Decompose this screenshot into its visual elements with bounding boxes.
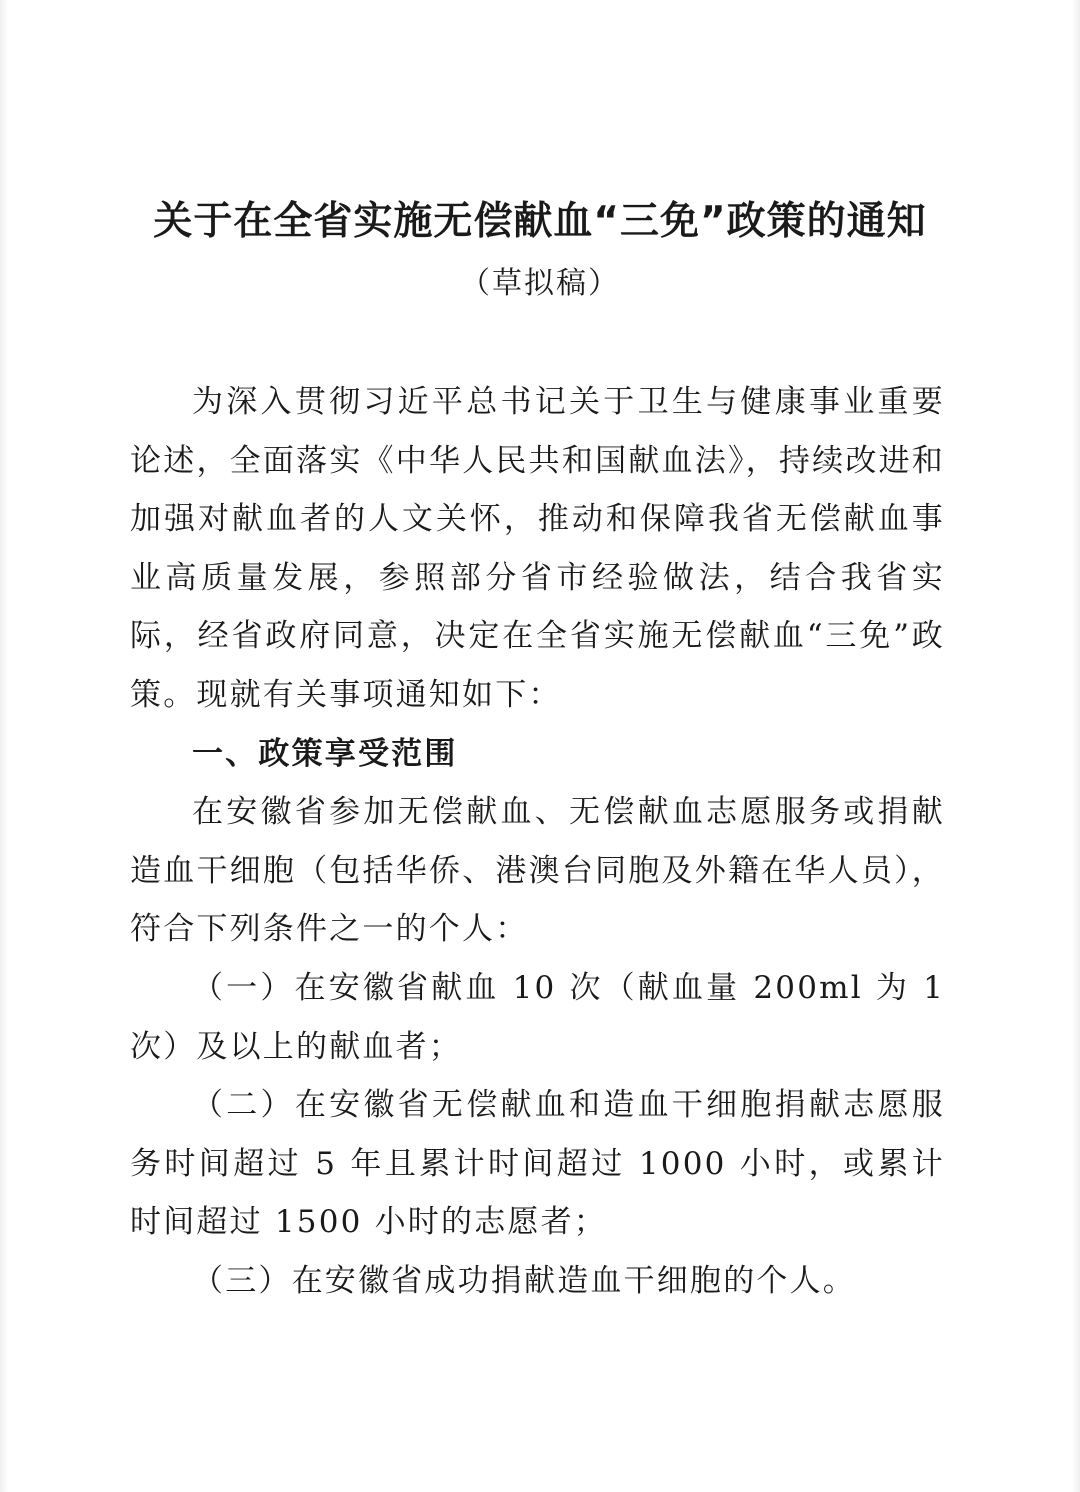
list-item: （一）在安徽省献血 10 次（献血量 200ml 为 1 次）及以上的献血者； bbox=[130, 969, 945, 1065]
document-subtitle: （草拟稿） bbox=[460, 266, 620, 301]
intro-paragraph: 为深入贯彻习近平总书记关于卫生与健康事业重要论述，全面落实《中华人民共和国献血法》，持续改进和加强对献血者的人文关怀，推动和保障我省无偿献血事业高质量发展，参照部分省市经验做法，结合我省实际，经省政府同意，决定在全省实施无偿献血“三免”政策。现就有关事项通知如下： bbox=[130, 384, 945, 713]
list-item: （二）在安徽省无偿献血和造血干细胞捐献志愿服务时间超过 5 年且累计时间超过 1000 小时，或累计时间超过 1500 小时的志愿者； bbox=[130, 1087, 945, 1241]
document-body bbox=[130, 373, 945, 1311]
section-heading: 一、政策享受范围 bbox=[192, 735, 458, 772]
section-paragraph: 在安徽省参加无偿献血、无偿献血志愿服务或捐献造血干细胞（包括华侨、港澳台同胞及外籍在华人员），符合下列条件之一的个人： bbox=[130, 794, 945, 948]
document-title: 关于在全省实施无偿献血“三免”政策的通知 bbox=[153, 199, 927, 244]
list-item: （三）在安徽省成功捐献造血干细胞的个人。 bbox=[192, 1262, 856, 1299]
